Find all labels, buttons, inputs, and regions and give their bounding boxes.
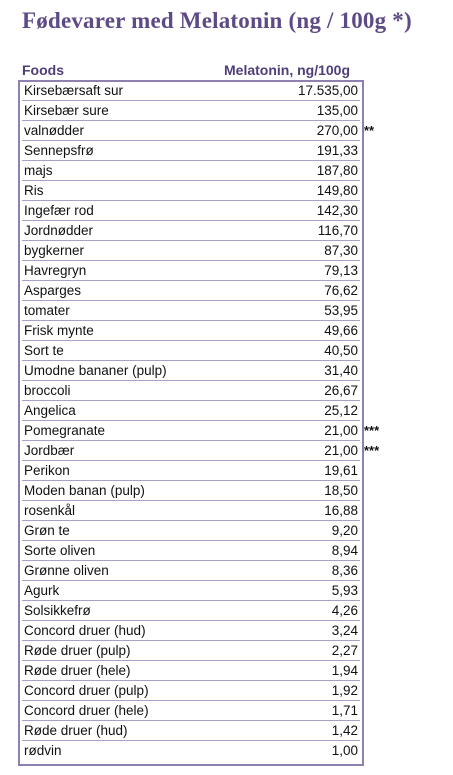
food-name: Ris	[24, 183, 44, 198]
melatonin-value: 116,70	[317, 223, 358, 238]
table-row	[22, 642, 360, 661]
table-row	[22, 282, 360, 301]
melatonin-value: 5,93	[331, 583, 358, 598]
food-name: Solsikkefrø	[24, 603, 91, 618]
melatonin-value: 149,80	[316, 183, 358, 198]
melatonin-value: 79,13	[324, 263, 358, 278]
melatonin-value: 1,94	[331, 663, 358, 678]
melatonin-value: 1,71	[331, 703, 358, 718]
table-row	[22, 202, 360, 221]
table-row	[22, 542, 360, 561]
melatonin-value: 191,33	[316, 143, 358, 158]
food-name: Havregryn	[24, 263, 87, 278]
melatonin-value: 9,20	[331, 523, 358, 538]
page-title: Fødevarer med Melatonin (ng / 100g *)	[22, 8, 412, 33]
food-name: Røde druer (pulp)	[24, 643, 131, 658]
food-name: Ingefær rod	[24, 203, 94, 218]
food-name: Asparges	[24, 283, 82, 298]
table-row	[22, 602, 360, 621]
melatonin-value: 31,40	[324, 363, 358, 378]
food-name: Sennepsfrø	[24, 143, 94, 158]
food-name: Røde druer (hud)	[24, 723, 128, 738]
table-row	[22, 362, 360, 381]
table-row	[22, 722, 360, 741]
melatonin-value: 1,00	[331, 743, 358, 758]
food-name: valnødder	[24, 123, 85, 138]
table-row	[22, 622, 360, 641]
melatonin-value: 40,50	[324, 343, 358, 358]
melatonin-value: 18,50	[324, 483, 358, 498]
table-row	[22, 162, 360, 181]
melatonin-value: 1,42	[331, 723, 358, 738]
food-name: Sort te	[24, 343, 64, 358]
table-row	[22, 382, 360, 401]
column-header-melatonin: Melatonin, ng/100g	[224, 62, 351, 78]
table-row	[22, 462, 360, 481]
food-name: Frisk mynte	[24, 323, 94, 338]
food-name: broccoli	[24, 383, 71, 398]
footnote-marker: **	[364, 123, 375, 138]
table-row	[22, 662, 360, 681]
table-row	[22, 522, 360, 541]
food-name: Umodne bananer (pulp)	[24, 363, 167, 378]
table-row	[22, 242, 360, 261]
melatonin-value: 187,80	[316, 163, 358, 178]
table-row	[22, 702, 360, 721]
table-row	[22, 82, 360, 101]
food-name: Jordbær	[24, 443, 75, 458]
table-row	[22, 742, 360, 761]
melatonin-value: 25,12	[324, 403, 358, 418]
food-name: rosenkål	[24, 503, 76, 518]
melatonin-value: 3,24	[331, 623, 358, 638]
footnote-marker: ***	[364, 443, 380, 458]
melatonin-value: 49,66	[324, 323, 358, 338]
food-name: Grønne oliven	[24, 563, 109, 578]
table-row	[22, 302, 360, 321]
footnote-marker: ***	[364, 423, 380, 438]
table-row	[22, 402, 360, 421]
melatonin-value: 8,94	[331, 543, 358, 558]
melatonin-value: 4,26	[331, 603, 358, 618]
table-row	[22, 442, 360, 461]
food-name: Concord druer (hud)	[24, 623, 146, 638]
table-row	[22, 142, 360, 161]
table-row	[22, 322, 360, 341]
melatonin-value: 87,30	[324, 243, 358, 258]
food-name: Agurk	[24, 583, 60, 598]
food-name: Concord druer (hele)	[24, 703, 149, 718]
table-row	[22, 222, 360, 241]
table-row	[22, 482, 360, 501]
melatonin-value: 135,00	[316, 103, 358, 118]
table-row	[22, 342, 360, 361]
melatonin-value: 142,30	[316, 203, 358, 218]
melatonin-value: 2,27	[331, 643, 358, 658]
food-name: Kirsebær sure	[24, 103, 109, 118]
melatonin-value: 21,00	[324, 423, 358, 438]
food-name: Kirsebærsaft sur	[24, 83, 124, 98]
food-name: Moden banan (pulp)	[24, 483, 145, 498]
food-name: Angelica	[24, 403, 76, 418]
melatonin-value: 1,92	[331, 683, 358, 698]
melatonin-value: 19,61	[324, 463, 358, 478]
food-name: Røde druer (hele)	[24, 663, 131, 678]
food-name: rødvin	[24, 743, 62, 758]
melatonin-value: 270,00	[316, 123, 358, 138]
table-row	[22, 122, 360, 141]
food-name: majs	[24, 163, 53, 178]
food-name: Sorte oliven	[24, 543, 96, 558]
food-name: Grøn te	[24, 523, 70, 538]
table-row	[22, 562, 360, 581]
melatonin-table	[18, 80, 364, 766]
table-row	[22, 262, 360, 281]
column-header-foods: Foods	[22, 62, 64, 78]
table-row	[22, 422, 360, 441]
melatonin-value: 16,88	[324, 503, 358, 518]
table-row	[22, 102, 360, 121]
table-row	[22, 182, 360, 201]
table-row	[22, 682, 360, 701]
melatonin-value: 76,62	[324, 283, 358, 298]
table-row	[22, 502, 360, 521]
food-name: tomater	[24, 303, 70, 318]
melatonin-value: 8,36	[331, 563, 358, 578]
food-name: bygkerner	[24, 243, 85, 258]
melatonin-value: 26,67	[324, 383, 358, 398]
food-name: Perikon	[24, 463, 70, 478]
food-name: Jordnødder	[24, 223, 94, 238]
food-name: Pomegranate	[24, 423, 106, 438]
table-row	[22, 582, 360, 601]
melatonin-value: 17.535,00	[297, 83, 358, 98]
melatonin-value: 21,00	[324, 443, 358, 458]
melatonin-value: 53,95	[324, 303, 358, 318]
food-name: Concord druer (pulp)	[24, 683, 149, 698]
